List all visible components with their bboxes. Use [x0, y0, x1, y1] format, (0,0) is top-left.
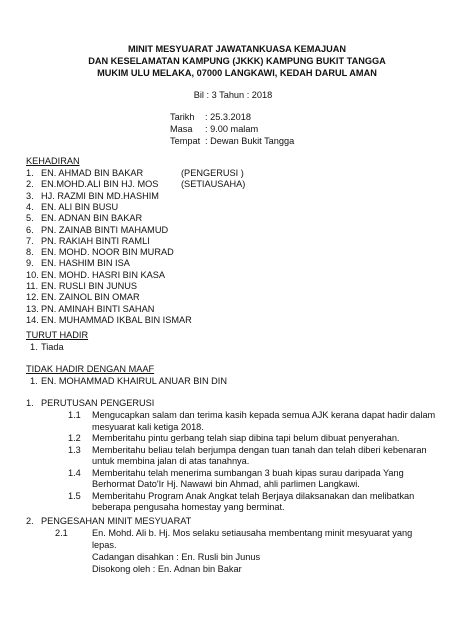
kehadiran-num: 6.: [26, 224, 34, 235]
perutusan-item-line: untuk membina jalan di atas tanahnya.: [92, 456, 250, 466]
kehadiran-num: 7.: [26, 235, 34, 246]
pengesahan-line-2: lepas.: [92, 540, 117, 550]
kehadiran-num: 4.: [26, 201, 34, 212]
title-line-3: MUKIM ULU MELAKA, 07000 LANGKAWI, KEDAH DARUL AMAN: [97, 68, 377, 78]
kehadiran-num: 3.: [26, 190, 34, 201]
turut-hadir-item: Tiada: [41, 342, 64, 352]
kehadiran-name: HJ. RAZMI BIN MD.HASHIM: [41, 190, 159, 201]
disokong-line: Disokong oleh : En. Adnan bin Bakar: [92, 564, 242, 574]
tidak-hadir-num: 1.: [30, 376, 38, 386]
kehadiran-role: (PENGERUSI ): [181, 168, 244, 178]
pengesahan-num: 2.: [26, 516, 34, 526]
title-line-2: DAN KESELAMATAN KAMPUNG (JKKK) KAMPUNG BUKIT TANGGA: [88, 56, 386, 66]
perutusan-item-num: 1.5: [68, 490, 81, 501]
tempat-label: Tempat: [170, 136, 201, 146]
perutusan-item-line: Memberitahu pintu gerbang telah siap dibina tapi belum dibuat penyerahan.: [92, 433, 400, 443]
kehadiran-num: 9.: [26, 258, 34, 269]
kehadiran-num: 2.: [26, 179, 34, 190]
kehadiran-heading: KEHADIRAN: [26, 156, 80, 166]
perutusan-item-line: beberapa pengusaha homestay yang berminat.: [92, 502, 285, 512]
kehadiran-num: 13.: [26, 303, 39, 314]
tarikh-value: : 25.3.2018: [205, 112, 251, 122]
kehadiran-name: EN. ZAINOL BIN OMAR: [41, 292, 140, 303]
kehadiran-num: 14.: [26, 314, 39, 325]
tempat-value: : Dewan Bukit Tangga: [205, 136, 295, 146]
bil-tahun: Bil : 3 Tahun : 2018: [193, 90, 273, 100]
kehadiran-name: EN. ALI BIN BUSU: [41, 201, 119, 212]
kehadiran-num: 10.: [26, 269, 39, 280]
kehadiran-num: 12.: [26, 292, 39, 303]
kehadiran-name: EN. RUSLI BIN JUNUS: [41, 281, 137, 291]
kehadiran-name: EN. MOHD. HASRI BIN KASA: [41, 269, 166, 280]
pengesahan-item-num: 2.1: [55, 528, 68, 538]
perutusan-item-line: Memberitahu Program Anak Angkat telah Berjaya dilaksanakan dan melibatkan: [92, 490, 415, 501]
masa-label: Masa: [170, 124, 193, 134]
kehadiran-num: 11.: [26, 281, 39, 291]
perutusan-item-line: mesyuarat kali ketiga 2018.: [92, 421, 204, 432]
masa-value: : 9.00 malam: [205, 124, 259, 134]
kehadiran-name: PN. ZAINAB BINTI MAHAMUD: [41, 224, 169, 235]
kehadiran-name: PN. RAKIAH BINTI RAMLI: [41, 235, 150, 246]
pengesahan-heading: PENGESAHAN MINIT MESYUARAT: [41, 516, 192, 526]
kehadiran-name: EN. HASHIM BIN ISA: [41, 258, 130, 269]
perutusan-num: 1.: [26, 398, 34, 408]
perutusan-item-line: Memberitahu beliau telah berjumpa dengan tuan tanah dan telah diberi kebenaran: [92, 444, 427, 455]
perutusan-item-line: Berhormat Dato'Ir Hj. Nawawi bin Ahmad, ahli parlimen Langkawi.: [92, 479, 360, 489]
turut-hadir-heading: TURUT HADIR: [26, 330, 89, 340]
kehadiran-num: 1.: [26, 168, 34, 178]
perutusan-item-line: Memberitahu telah menerima sumbangan 3 buah kipas surau daripada Yang: [92, 467, 404, 478]
perutusan-item-num: 1.2: [68, 433, 81, 443]
pengesahan-line-1: En. Mohd. Ali b. Hj. Mos selaku setiausaha membentang minit mesyuarat yang: [92, 528, 413, 538]
cadangan-line: Cadangan disahkan : En. Rusli bin Junus: [92, 552, 261, 562]
turut-hadir-num: 1.: [30, 342, 38, 352]
perutusan-item-num: 1.1: [68, 410, 81, 420]
perutusan-heading: PERUTUSAN PENGERUSI: [41, 398, 155, 408]
kehadiran-name: EN. ADNAN BIN BAKAR: [41, 213, 143, 224]
kehadiran-name: PN. AMINAH BINTI SAHAN: [41, 303, 155, 314]
kehadiran-name: EN. AHMAD BIN BAKAR: [41, 168, 144, 178]
tidak-hadir-heading: TIDAK HADIR DENGAN MAAF: [26, 364, 155, 374]
kehadiran-name: EN. MOHD. NOOR BIN MURAD: [41, 247, 174, 258]
title-line-1: MINIT MESYUARAT JAWATANKUASA KEMAJUAN: [127, 44, 347, 54]
kehadiran-role: (SETIAUSAHA): [181, 179, 246, 190]
perutusan-item-num: 1.4: [68, 467, 81, 478]
kehadiran-name: EN.MOHD.ALI BIN HJ. MOS: [41, 179, 159, 190]
tidak-hadir-item: EN. MOHAMMAD KHAIRUL ANUAR BIN DIN: [41, 376, 227, 386]
tarikh-label: Tarikh: [170, 112, 195, 122]
kehadiran-num: 5.: [26, 213, 34, 224]
kehadiran-num: 8.: [26, 247, 34, 258]
perutusan-item-line: Mengucapkan salam dan terima kasih kepada semua AJK kerana dapat hadir dalam: [92, 410, 436, 420]
kehadiran-name: EN. MUHAMMAD IKBAL BIN ISMAR: [41, 314, 192, 325]
perutusan-item-num: 1.3: [68, 444, 81, 455]
